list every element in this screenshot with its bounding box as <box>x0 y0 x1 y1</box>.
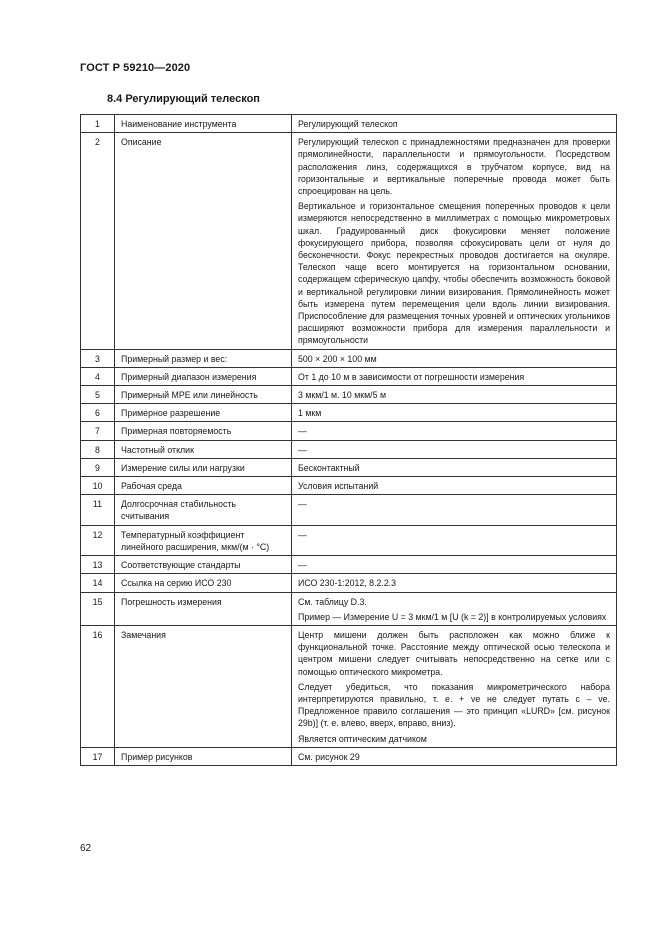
parameter-value <box>292 747 617 765</box>
parameter-name: Наименование инструмента <box>115 115 292 133</box>
parameter-value <box>292 592 617 625</box>
row-number: 5 <box>81 386 115 404</box>
parameter-name: Погрешность измерения <box>115 592 292 625</box>
value-paragraph: 3 мкм/1 м. 10 мкм/5 м <box>298 390 386 401</box>
parameter-value <box>292 625 617 747</box>
value-paragraph: Пример — Измерение U = 3 мкм/1 м [U (k = 2)] в контролируемых условиях <box>298 611 607 622</box>
row-number: 14 <box>81 574 115 592</box>
row-number: 16 <box>81 625 115 747</box>
table-row <box>81 495 617 525</box>
document-code: ГОСТ Р 59210—2020 <box>80 62 191 74</box>
parameter-value <box>292 477 617 495</box>
parameter-name: Описание <box>115 133 292 349</box>
parameter-name: Примерный MPE или линейность <box>115 386 292 404</box>
value-paragraph: Центр мишени должен быть расположен как можно ближе к функциональной точке. Расстояние между оптической осью телескопа и центром мишени следует считывать непосредственно на сетке или с помощью оптического микрометра. <box>298 629 610 677</box>
parameter-name: Замечания <box>115 625 292 747</box>
parameter-value <box>292 556 617 574</box>
table-row <box>81 440 617 458</box>
parameter-name: Примерное разрешение <box>115 404 292 422</box>
parameter-value <box>292 574 617 592</box>
parameter-value <box>292 349 617 367</box>
value-paragraph: — <box>298 560 307 571</box>
spec-table-body <box>81 115 617 766</box>
value-paragraph: От 1 до 10 м в зависимости от погрешности измерения <box>298 371 525 382</box>
parameter-value <box>292 525 617 555</box>
table-row <box>81 115 617 133</box>
parameter-name: Примерная повторяемость <box>115 422 292 440</box>
table-row <box>81 349 617 367</box>
row-number: 15 <box>81 592 115 625</box>
table-row <box>81 592 617 625</box>
table-row <box>81 625 617 747</box>
table-row <box>81 525 617 555</box>
row-number: 2 <box>81 133 115 349</box>
table-row <box>81 574 617 592</box>
value-paragraph: 500 × 200 × 100 мм <box>298 353 377 364</box>
parameter-name: Долгосрочная стабильность считывания <box>115 495 292 525</box>
row-number: 6 <box>81 404 115 422</box>
parameter-name: Температурный коэффициент линейного расширения, мкм/(м · °С) <box>115 525 292 555</box>
table-row <box>81 556 617 574</box>
value-paragraph: ИСО 230-1:2012, 8.2.2.3 <box>298 578 397 589</box>
parameter-value <box>292 115 617 133</box>
value-paragraph: Регулирующий телескоп <box>298 119 398 129</box>
instrument-spec-table <box>80 114 617 766</box>
value-paragraph: — <box>298 444 307 455</box>
parameter-name: Ссылка на серию ИСО 230 <box>115 574 292 592</box>
parameter-value <box>292 495 617 525</box>
table-row <box>81 404 617 422</box>
row-number: 7 <box>81 422 115 440</box>
parameter-value <box>292 440 617 458</box>
value-paragraph: — <box>298 529 307 540</box>
value-paragraph: Бесконтактный <box>298 462 360 473</box>
page-number: 62 <box>80 843 92 854</box>
parameter-name: Примерный размер и вес: <box>115 349 292 367</box>
value-paragraph: Вертикальное и горизонтальное смещения поперечных проводов к цели измеряются непосредственно в миллиметрах с помощью микрометровых шкал. Градуированный диск фокусировки меняет положение фокусирующего прибора, позволяя сфокусировать цели от нуля до бесконечности. Фокус перекрестных проводов достигается на окуляре. Телескоп чаще всего монтируется на горизонтальном основании, содержащем сферическую цапфу, чтобы обеспечить возможность боковой и вертикальной регулировки линии визирования. Прямолинейность может быть измерена путем перемещения цели вдоль линии визирования. Приспособление для размещения точных уровней и оптических угольников расширяют возможности прибора для измерения параллельности и прямоугольности <box>298 201 610 346</box>
value-paragraph: См. рисунок 29 <box>298 751 360 762</box>
table-row <box>81 477 617 495</box>
parameter-name: Измерение силы или нагрузки <box>115 458 292 476</box>
value-paragraph: — <box>298 499 307 510</box>
parameter-name: Рабочая среда <box>115 477 292 495</box>
parameter-name: Пример рисунков <box>115 747 292 765</box>
row-number: 12 <box>81 525 115 555</box>
row-number: 8 <box>81 440 115 458</box>
value-paragraph: См. таблицу D.3. <box>298 596 367 607</box>
row-number: 4 <box>81 367 115 385</box>
value-paragraph: Условия испытаний <box>298 481 379 492</box>
section-title: 8.4 Регулирующий телескоп <box>107 93 260 105</box>
table-row <box>81 386 617 404</box>
parameter-value <box>292 367 617 385</box>
row-number: 10 <box>81 477 115 495</box>
table-row <box>81 422 617 440</box>
table-row <box>81 133 617 349</box>
parameter-name: Соответствующие стандарты <box>115 556 292 574</box>
row-number: 9 <box>81 458 115 476</box>
table-row <box>81 458 617 476</box>
value-paragraph: 1 мкм <box>298 408 322 419</box>
parameter-value <box>292 404 617 422</box>
parameter-name: Частотный отклик <box>115 440 292 458</box>
parameter-value <box>292 386 617 404</box>
row-number: 17 <box>81 747 115 765</box>
table-row <box>81 747 617 765</box>
row-number: 1 <box>81 115 115 133</box>
row-number: 3 <box>81 349 115 367</box>
parameter-name: Примерный диапазон измерения <box>115 367 292 385</box>
parameter-value <box>292 133 617 349</box>
parameter-value <box>292 422 617 440</box>
row-number: 11 <box>81 495 115 525</box>
row-number: 13 <box>81 556 115 574</box>
value-paragraph: Следует убедиться, что показания микрометрического набора интерпретируются правильно, т. е. + ve не следует путать с – ve. Предложенное правило соглашения — это принцип «LURD» [см. рисунок 29b)] (т. е. влево, вверх, вправо, вниз). <box>298 681 610 729</box>
table-row <box>81 367 617 385</box>
parameter-value <box>292 458 617 476</box>
value-paragraph: Регулирующий телескоп с принадлежностями предназначен для проверки прямолинейности, параллельности и прямоугольности. Посредством расположения линз, содержащихся в трубчатом корпусе, вид на горизонтальные и вертикальные поперечные провода может быть спроецирован на цель. <box>298 137 610 197</box>
value-paragraph: — <box>298 426 307 437</box>
value-paragraph: Является оптическим датчиком <box>298 733 427 744</box>
